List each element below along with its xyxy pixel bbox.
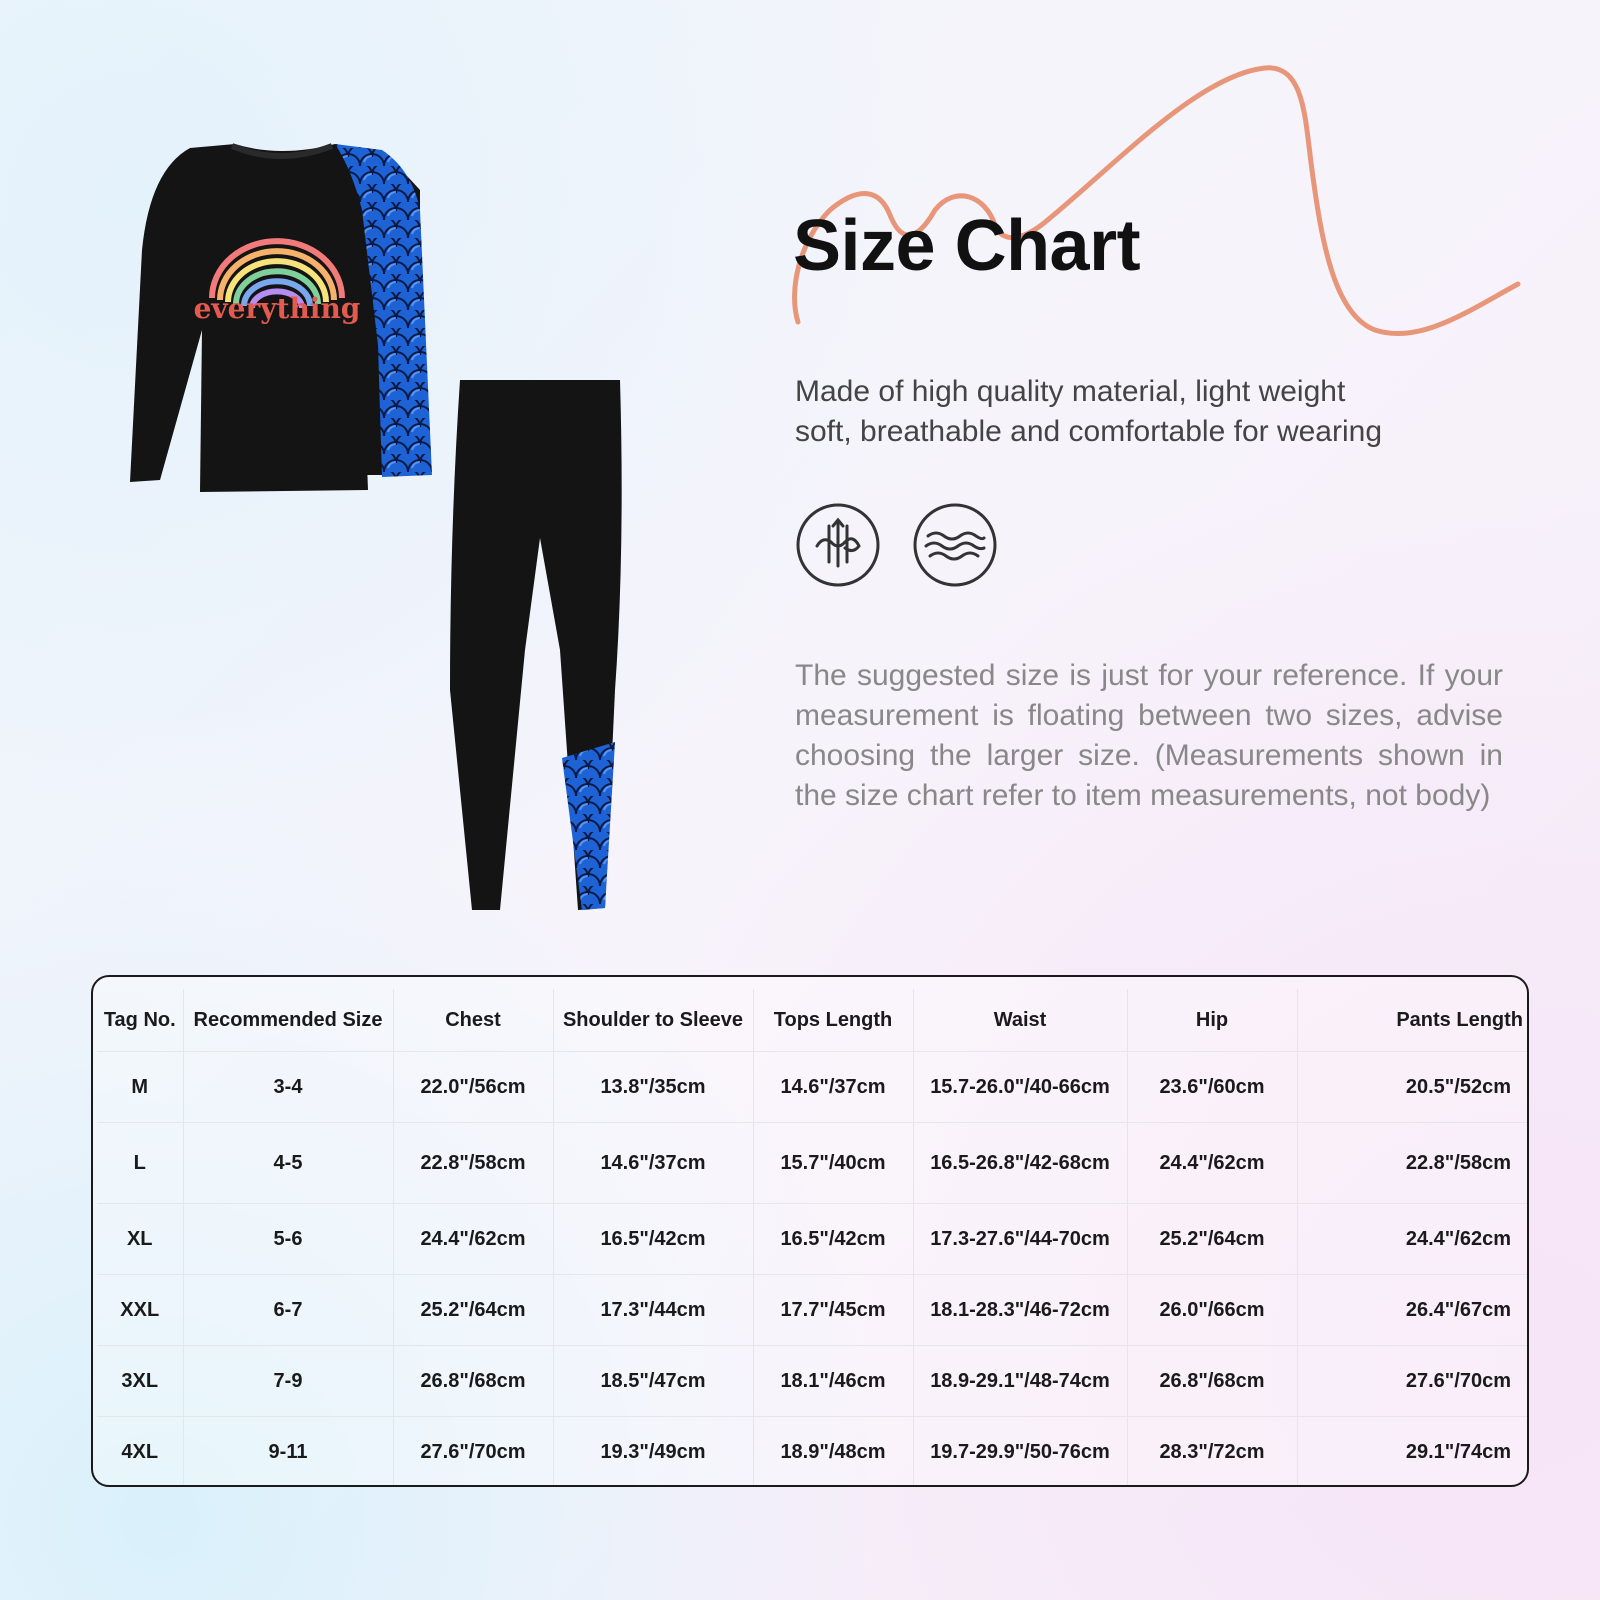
- quick-dry-icon: [795, 502, 881, 588]
- table-cell: 29.1"/74cm: [1297, 1417, 1527, 1488]
- table-cell: 23.6"/60cm: [1127, 1052, 1297, 1123]
- table-cell: 6-7: [183, 1275, 393, 1346]
- table-cell: 17.7"/45cm: [753, 1275, 913, 1346]
- table-cell: 24.4"/62cm: [1127, 1123, 1297, 1204]
- table-cell: 22.0"/56cm: [393, 1052, 553, 1123]
- table-cell: 25.2"/64cm: [1127, 1204, 1297, 1275]
- shirt-print-text: everything: [193, 292, 361, 325]
- table-cell: XXL: [120, 1298, 160, 1321]
- table-cell: 17.3"/44cm: [553, 1275, 753, 1346]
- leggings: [450, 380, 622, 910]
- table-row: [97, 1123, 1527, 1204]
- table-cell: 18.1-28.3"/46-72cm: [913, 1275, 1127, 1346]
- table-cell: 5-6: [183, 1204, 393, 1275]
- table-cell: 18.1"/46cm: [753, 1346, 913, 1417]
- description-line: Made of high quality material, light weight: [795, 375, 1346, 408]
- column-header: Pants Length: [1297, 989, 1527, 1052]
- table-cell: 27.6"/70cm: [1297, 1346, 1527, 1417]
- table-cell: 7-9: [183, 1346, 393, 1417]
- table-cell: 26.4"/67cm: [1297, 1275, 1527, 1346]
- table-cell: 27.6"/70cm: [393, 1417, 553, 1488]
- product-image: [120, 130, 640, 930]
- table-cell: 22.8"/58cm: [1297, 1123, 1527, 1204]
- table-row: [97, 1204, 1527, 1275]
- size-note: The suggested size is just for your reference. If your measurement is floating between two sizes, advise choosing the larger size. (Measurements shown in the size chart refer to item measurements, not body): [795, 659, 1503, 812]
- table-cell: 18.9-29.1"/48-74cm: [913, 1346, 1127, 1417]
- table-row: [97, 1052, 1527, 1123]
- column-header: Waist: [913, 989, 1127, 1052]
- column-header: Chest: [393, 989, 553, 1052]
- column-header: Tag No.: [103, 1008, 176, 1031]
- table-header-row: [97, 989, 1527, 1052]
- size-table: [97, 989, 1527, 1487]
- description-line: soft, breathable and comfortable for wearing: [795, 415, 1383, 448]
- table-row: [97, 1346, 1527, 1417]
- table-cell: 24.4"/62cm: [1297, 1204, 1527, 1275]
- table-row: [97, 1275, 1527, 1346]
- table-cell: 4XL: [121, 1440, 159, 1463]
- table-cell: 26.0"/66cm: [1127, 1275, 1297, 1346]
- table-cell: 19.7-29.9"/50-76cm: [913, 1417, 1127, 1488]
- table-cell: 18.5"/47cm: [553, 1346, 753, 1417]
- table-cell: 18.9"/48cm: [753, 1417, 913, 1488]
- page-title: Size Chart: [793, 206, 1141, 286]
- table-cell: 4-5: [183, 1123, 393, 1204]
- table-cell: 15.7"/40cm: [753, 1123, 913, 1204]
- size-table-container: [91, 975, 1529, 1487]
- rash-guard-top: [130, 144, 432, 492]
- table-cell: XL: [126, 1227, 153, 1250]
- table-cell: 16.5-26.8"/42-68cm: [913, 1123, 1127, 1204]
- table-cell: 19.3"/49cm: [553, 1417, 753, 1488]
- column-header: Hip: [1127, 989, 1297, 1052]
- table-cell: 26.8"/68cm: [1127, 1346, 1297, 1417]
- table-cell: 3-4: [183, 1052, 393, 1123]
- table-cell: 28.3"/72cm: [1127, 1417, 1297, 1488]
- table-cell: 17.3-27.6"/44-70cm: [913, 1204, 1127, 1275]
- table-cell: 20.5"/52cm: [1297, 1052, 1527, 1123]
- table-cell: 9-11: [183, 1417, 393, 1488]
- water-wave-icon: [912, 502, 998, 588]
- table-cell: 25.2"/64cm: [393, 1275, 553, 1346]
- table-cell: 3XL: [121, 1369, 159, 1392]
- table-row: [97, 1417, 1527, 1488]
- table-cell: 16.5"/42cm: [753, 1204, 913, 1275]
- table-cell: M: [131, 1075, 149, 1098]
- column-header: Tops Length: [753, 989, 913, 1052]
- table-cell: L: [133, 1151, 146, 1174]
- column-header: Recommended Size: [183, 989, 393, 1052]
- table-cell: 16.5"/42cm: [553, 1204, 753, 1275]
- table-cell: 13.8"/35cm: [553, 1052, 753, 1123]
- table-cell: 14.6"/37cm: [553, 1123, 753, 1204]
- column-header: Shoulder to Sleeve: [553, 989, 753, 1052]
- table-cell: 26.8"/68cm: [393, 1346, 553, 1417]
- product-description: [795, 372, 1495, 452]
- table-cell: 22.8"/58cm: [393, 1123, 553, 1204]
- table-cell: 14.6"/37cm: [753, 1052, 913, 1123]
- table-cell: 15.7-26.0"/40-66cm: [913, 1052, 1127, 1123]
- table-cell: 24.4"/62cm: [393, 1204, 553, 1275]
